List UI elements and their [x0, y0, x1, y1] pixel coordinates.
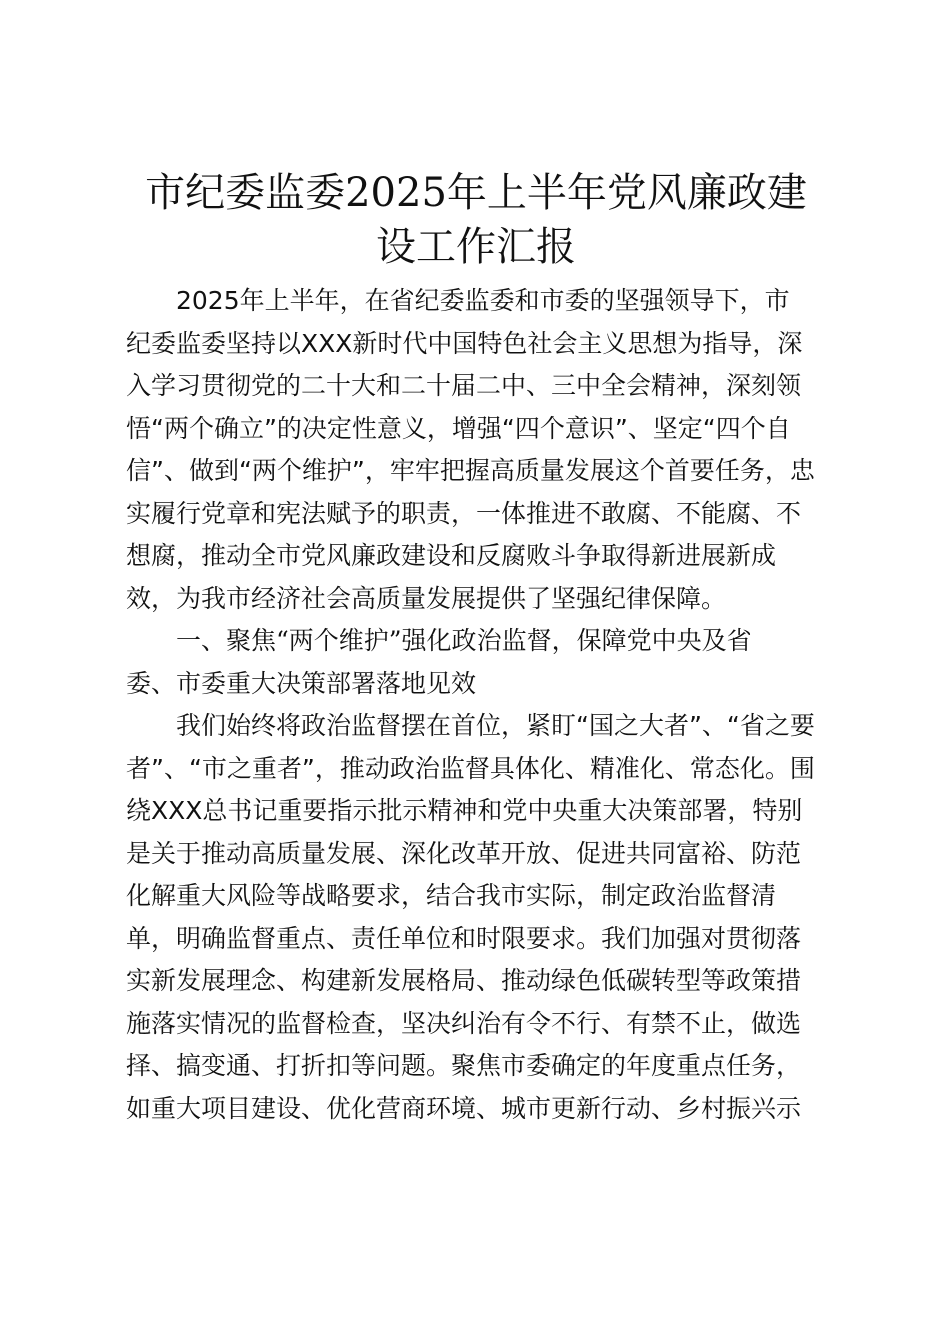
paragraph-line: 施落实情况的监督检查，坚决纠治有令不行、有禁不止，做选: [126, 1008, 802, 1038]
heading-line: 委、市委重大决策部署落地见效: [126, 668, 477, 698]
paragraph-line: 化解重大风险等战略要求，结合我市实际，制定政治监督清: [126, 881, 777, 910]
title-line: 设工作汇报: [376, 224, 576, 270]
paragraph-line: 纪委监委坚持以XXX新时代中国特色社会主义思想为指导，深: [126, 328, 803, 358]
paragraph-line: 悟“两个确立”的决定性意义，增强“四个意识”、坚定“四个自: [126, 413, 791, 443]
title-line: 市纪委监委2025年上半年党风廉政建: [145, 170, 807, 216]
paragraph-line: 如重大项目建设、优化营商环境、城市更新行动、乡村振兴示: [126, 1093, 802, 1123]
paragraph-line: 想腐，推动全市党风廉政建设和反腐败斗争取得新进展新成: [126, 541, 777, 570]
paragraph-line: 我们始终将政治监督摆在首位，紧盯“国之大者”、“省之要: [176, 711, 815, 740]
paragraph-line: 单，明确监督重点、责任单位和时限要求。我们加强对贯彻落: [126, 923, 802, 953]
section-paragraph: [126, 705, 831, 1130]
paragraph-line: 绕XXX总书记重要指示批示精神和党中央重大决策部署，特别: [126, 796, 803, 825]
document-body: [126, 280, 831, 1130]
paragraph-line: 效，为我市经济社会高质量发展提供了坚强纪律保障。: [126, 583, 727, 613]
paragraph-line: 实新发展理念、构建新发展格局、推动绿色低碳转型等政策措: [126, 966, 802, 995]
paragraph-line: 择、搞变通、打折扣等问题。聚焦市委确定的年度重点任务，: [126, 1051, 802, 1080]
intro-paragraph: [126, 280, 831, 620]
heading-line: 一、聚焦“两个维护”强化政治监督，保障党中央及省: [176, 626, 752, 655]
paragraph-line: 是关于推动高质量发展、深化改革开放、促进共同富裕、防范: [126, 838, 802, 868]
paragraph-line: 入学习贯彻党的二十大和二十届二中、三中全会精神，深刻领: [126, 371, 802, 400]
paragraph-line: 实履行党章和宪法赋予的职责，一体推进不敢腐、不能腐、不: [126, 498, 802, 528]
paragraph-line: 2025年上半年，在省纪委监委和市委的坚强领导下，市: [176, 286, 790, 315]
paragraph-line: 者”、“市之重者”，推动政治监督具体化、精准化、常态化。围: [126, 753, 815, 783]
document-title: [126, 166, 826, 274]
paragraph-line: 信”、做到“两个维护”，牢牢把握高质量发展这个首要任务，忠: [126, 456, 815, 485]
section-heading: [126, 620, 831, 705]
